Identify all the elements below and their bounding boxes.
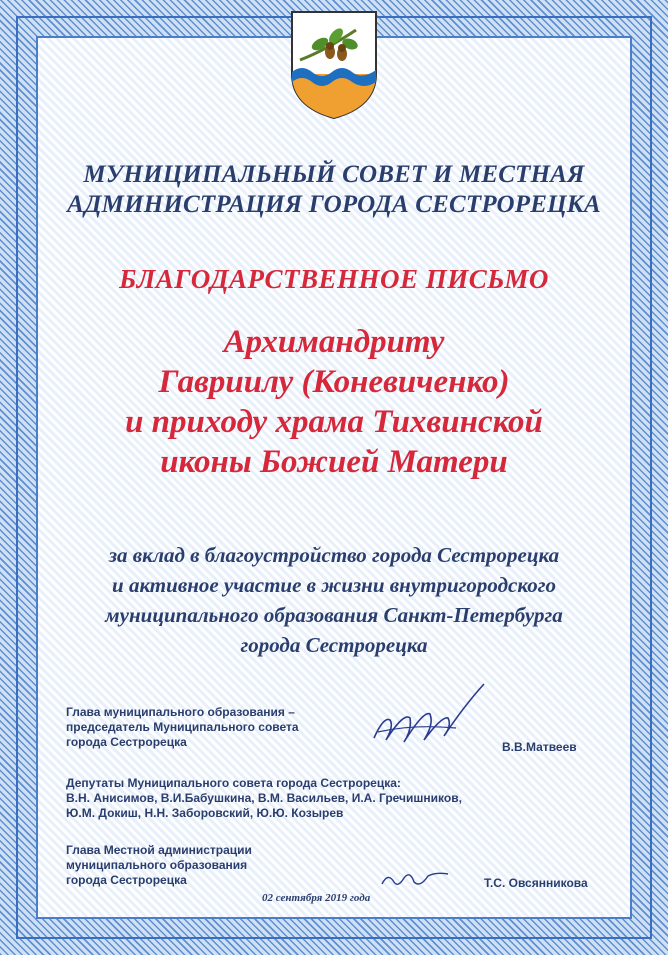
council-heading [0, 160, 668, 220]
deputies-line: Ю.М. Докиш, Н.Н. Заборовский, Ю.Ю. Козырев [66, 806, 344, 820]
signatory-line: города Сестрорецка [66, 873, 187, 887]
recipient-line: и приходу храма Тихвинской [125, 404, 543, 440]
oak-branch-coat-of-arms-icon [286, 8, 382, 120]
signatory-line: муниципального образования [66, 858, 248, 872]
head-of-administration-title [66, 843, 252, 888]
signatory-line: председатель Муниципального совета [66, 720, 299, 734]
deputies-line: Депутаты Муниципального совета города Сестрорецка: [66, 776, 401, 790]
signatory-line: Глава муниципального образования – [66, 705, 295, 719]
reason-line: города Сестрорецка [240, 633, 428, 657]
reason-block [0, 540, 668, 660]
recipient-line: Архимандриту [223, 324, 445, 360]
council-line: МУНИЦИПАЛЬНЫЙ СОВЕТ И МЕСТНАЯ [83, 161, 585, 188]
recipient-line: иконы Божией Матери [160, 444, 508, 480]
recipient-block [0, 322, 668, 482]
signatory-line: Глава Местной администрации [66, 843, 252, 857]
head-of-municipality-title [66, 705, 299, 750]
deputies-block [66, 776, 462, 821]
recipient-line: Гавриилу (Коневиченко) [158, 364, 510, 400]
signature-ovsyannikova [378, 868, 452, 892]
reason-line: за вклад в благоустройство города Сестрорецка [108, 543, 560, 567]
document-title: БЛАГОДАРСТВЕННОЕ ПИСЬМО [119, 264, 549, 294]
signatory-name: Т.С. Овсянникова [484, 876, 588, 890]
reason-line: и активное участие в жизни внутригородского [112, 573, 556, 597]
council-line: АДМИНИСТРАЦИЯ ГОРОДА СЕСТРОРЕЦКА [67, 191, 601, 218]
signatory-line: города Сестрорецка [66, 735, 187, 749]
deputies-line: В.Н. Анисимов, В.И.Бабушкина, В.М. Васильев, И.А. Гречишников, [66, 791, 462, 805]
signatory-name: В.В.Матвеев [502, 740, 577, 754]
reason-line: муниципального образования Санкт-Петербурга [105, 603, 563, 627]
signature-matveev [364, 676, 504, 756]
document-date: 02 сентября 2019 года [262, 892, 371, 904]
